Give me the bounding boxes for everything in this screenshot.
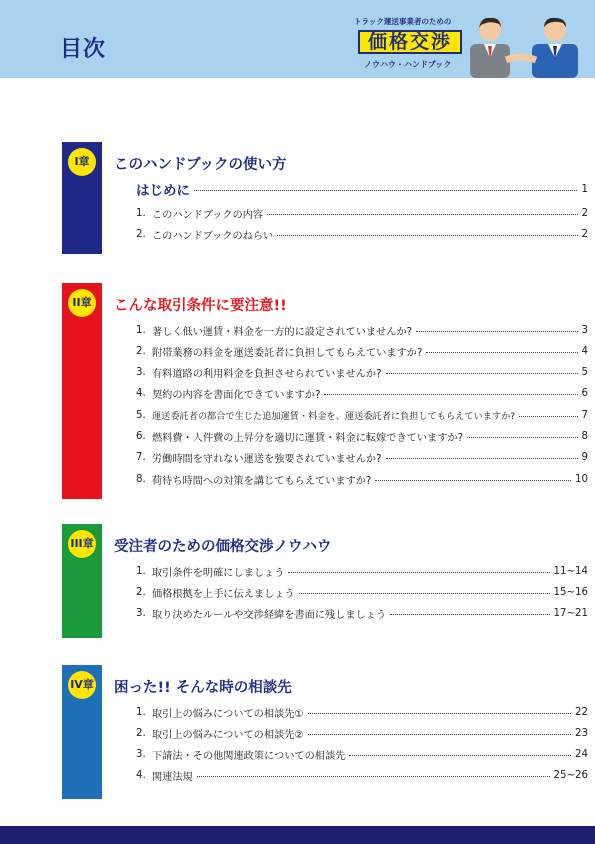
dot-leader — [197, 776, 550, 777]
dot-leader — [349, 755, 571, 756]
entry-number: 8. — [136, 473, 146, 485]
toc-entry[interactable] — [136, 406, 588, 424]
entry-number: 1. — [136, 706, 146, 718]
entry-number: 2. — [136, 345, 146, 357]
toc-entry[interactable] — [136, 385, 588, 403]
footer-bar — [0, 826, 595, 844]
entry-text: はじめに — [136, 183, 190, 199]
entry-page-number: 10 — [575, 473, 588, 485]
entry-number: 4. — [136, 388, 146, 400]
entry-text: 燃料費・人件費の上昇分を適切に運賃・料金に転嫁できていますか? — [152, 433, 464, 444]
dot-leader — [467, 437, 577, 438]
dot-leader — [194, 190, 577, 191]
toc-entry[interactable] — [136, 449, 588, 467]
header-banner — [0, 0, 595, 78]
entry-text: 取引条件を明確にしましょう — [152, 567, 285, 579]
chapter-color-bar — [62, 665, 102, 799]
chapter-badge: III章 — [68, 530, 96, 558]
chapter-title: こんな取引条件に要注意!! — [114, 298, 287, 314]
entry-text: 取引上の悩みについての相談先② — [152, 729, 304, 741]
toc-entry[interactable] — [136, 342, 588, 360]
toc-entry[interactable] — [136, 562, 588, 580]
entry-page-number: 5 — [581, 367, 588, 379]
chapter-color-bar — [62, 142, 102, 254]
entry-text: 契約の内容を書面化できていますか? — [152, 390, 321, 402]
dot-leader — [519, 416, 577, 417]
toc-entry[interactable] — [136, 470, 588, 488]
entry-page-number: 15~16 — [553, 586, 588, 598]
toc-entry[interactable] — [136, 767, 588, 785]
entry-number: 3. — [136, 367, 146, 379]
dot-leader — [308, 734, 571, 735]
entry-number: 3. — [136, 749, 146, 761]
entry-page-number: 2 — [581, 207, 588, 219]
toc-entry[interactable] — [136, 703, 588, 721]
entry-text: 有料道路の利用料金を負担させられていませんか? — [152, 369, 382, 381]
toc-entry[interactable] — [136, 724, 588, 742]
entry-page-number: 7 — [581, 409, 588, 421]
dot-leader — [299, 593, 550, 594]
dot-leader — [324, 394, 577, 395]
chapter-title: このハンドブックの使い方 — [114, 157, 287, 173]
dot-leader — [426, 352, 577, 353]
dot-leader — [386, 373, 578, 374]
entry-text: 附帯業務の料金を運送委託者に負担してもらえていますか? — [152, 347, 423, 359]
toc-entry[interactable] — [136, 180, 588, 198]
logo-main-text: 価格交渉 — [358, 30, 462, 54]
entry-page-number: 4 — [581, 345, 588, 357]
entry-page-number: 6 — [581, 388, 588, 400]
entry-number: 2. — [136, 586, 146, 598]
entry-text: 荷待ち時間への対策を講じてもらえていますか? — [152, 475, 372, 487]
entry-number: 1. — [136, 565, 146, 577]
entry-number: 4. — [136, 770, 146, 782]
dot-leader — [390, 614, 549, 615]
entry-text: 価格根拠を上手に伝えましょう — [152, 588, 295, 600]
toc-entry[interactable] — [136, 746, 588, 764]
entry-text: 取引上の悩みについての相談先① — [152, 708, 304, 720]
entry-page-number: 17~21 — [553, 608, 588, 620]
entry-text: 関連法規 — [152, 772, 193, 784]
entry-page-number: 3 — [581, 324, 588, 336]
toc-entry[interactable] — [136, 321, 588, 339]
page-title: 目次 — [60, 37, 107, 62]
chapter-badge: I章 — [68, 148, 96, 176]
entry-page-number: 11~14 — [553, 565, 588, 577]
entry-number: 7. — [136, 452, 146, 464]
entry-page-number: 1 — [581, 183, 588, 195]
entry-page-number: 8 — [581, 431, 588, 442]
entry-number: 2. — [136, 727, 146, 739]
toc-entry[interactable] — [136, 204, 588, 222]
chapter-title: 受注者のための価格交渉ノウハウ — [114, 539, 332, 555]
entry-text: 労働時間を守れない運送を強要されていませんか? — [152, 454, 382, 466]
entry-number: 1. — [136, 207, 146, 219]
entry-page-number: 2 — [581, 228, 588, 240]
entry-page-number: 25~26 — [553, 770, 588, 782]
chapter-color-bar — [62, 524, 102, 638]
chapter-color-bar — [62, 283, 102, 499]
entry-text: 取り決めたルールや交渉経緯を書面に残しましょう — [152, 610, 387, 622]
dot-leader — [267, 214, 577, 215]
dot-leader — [375, 480, 571, 481]
toc-entry[interactable] — [136, 225, 588, 243]
entry-number: 3. — [136, 608, 146, 620]
entry-text: 下請法・その他関連政策についての相談先 — [152, 751, 346, 763]
chapter-badge: IV章 — [68, 671, 96, 699]
toc-entry[interactable] — [136, 364, 588, 382]
entry-page-number: 9 — [581, 452, 588, 464]
logo-sub-text: ノウハウ・ハンドブック — [364, 60, 452, 69]
logo-top-text: トラック運送事業者のための — [354, 17, 452, 26]
entry-page-number: 24 — [575, 749, 588, 761]
entry-number: 2. — [136, 228, 146, 240]
entry-page-number: 22 — [575, 706, 588, 718]
dot-leader — [386, 458, 578, 459]
handbook-logo — [352, 14, 468, 76]
entry-text: このハンドブックの内容 — [152, 209, 264, 221]
entry-number: 6. — [136, 431, 146, 442]
entry-text: 著しく低い運賃・料金を一方的に設定されていませんか? — [152, 326, 413, 338]
handshake-illustration — [470, 14, 585, 78]
toc-entry[interactable] — [136, 583, 588, 601]
chapter-badge: II章 — [68, 289, 96, 317]
toc-entry[interactable] — [136, 605, 588, 623]
dot-leader — [308, 713, 571, 714]
dot-leader — [416, 331, 577, 332]
entry-number: 5. — [136, 409, 146, 421]
entry-text: このハンドブックのねらい — [152, 230, 274, 242]
dot-leader — [288, 572, 549, 573]
entry-text: 運送委託者の都合で生じた追加運賃・料金を、運送委託者に負担してもらえていますか? — [152, 411, 516, 423]
toc-entry[interactable] — [136, 428, 588, 446]
entry-page-number: 23 — [575, 727, 588, 739]
entry-number: 1. — [136, 324, 146, 336]
dot-leader — [277, 235, 577, 236]
chapter-title: 困った!! そんな時の相談先 — [114, 680, 292, 696]
